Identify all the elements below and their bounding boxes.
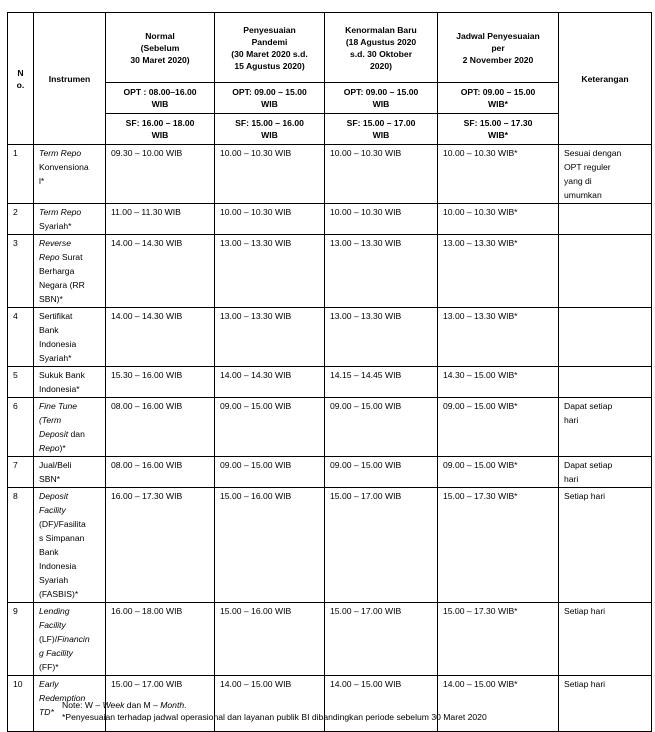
- row-instrumen: [34, 603, 106, 676]
- row-normal: 15.30 – 16.00 WIB: [106, 367, 215, 398]
- instrumen-segment: Jual/Beli SBN*: [39, 460, 72, 484]
- row-pandemi: 15.00 – 16.00 WIB: [215, 488, 325, 603]
- row-no: 2: [8, 204, 34, 235]
- row-kenormalan: 10.00 – 10.30 WIB: [325, 204, 438, 235]
- row-jadwal: 10.00 – 10.30 WIB*: [438, 204, 559, 235]
- row-kenormalan: 14.00 – 15.00 WIB: [325, 676, 438, 732]
- note-week: Week: [102, 700, 125, 710]
- row-jadwal: 10.00 – 10.30 WIB*: [438, 145, 559, 204]
- row-instrumen: [34, 308, 106, 367]
- opt-pandemi: OPT: 09.00 – 15.00 WIB: [215, 83, 325, 114]
- table-row: [8, 488, 652, 603]
- instrumen-segment: (LF)/: [39, 634, 58, 644]
- row-pandemi: 13.00 – 13.30 WIB: [215, 308, 325, 367]
- row-pandemi: 14.00 – 14.30 WIB: [215, 367, 325, 398]
- instrumen-segment: Syariah*: [39, 221, 72, 231]
- row-pandemi: 15.00 – 16.00 WIB: [215, 603, 325, 676]
- row-jadwal: 09.00 – 15.00 WIB*: [438, 457, 559, 488]
- row-keterangan: Dapat setiap hari: [559, 457, 652, 488]
- header-no: N o.: [8, 13, 34, 145]
- row-no: 9: [8, 603, 34, 676]
- row-jadwal: 15.00 – 17.30 WIB*: [438, 488, 559, 603]
- row-instrumen: [34, 457, 106, 488]
- row-no: 6: [8, 398, 34, 457]
- row-kenormalan: 10.00 – 10.30 WIB: [325, 145, 438, 204]
- row-kenormalan: 15.00 – 17.00 WIB: [325, 603, 438, 676]
- row-kenormalan: 14.15 – 14.45 WIB: [325, 367, 438, 398]
- instrumen-segment: Konvensiona l*: [39, 162, 89, 186]
- opt-jadwal: OPT: 09.00 – 15.00 WIB*: [438, 83, 559, 114]
- row-instrumen: [34, 367, 106, 398]
- row-pandemi: 09.00 – 15.00 WIB: [215, 398, 325, 457]
- instrumen-segment: Term Repo: [39, 148, 82, 158]
- instrumen-segment: Lending Facility: [39, 606, 70, 630]
- row-normal: 08.00 – 16.00 WIB: [106, 398, 215, 457]
- row-jadwal: 13.00 – 13.30 WIB*: [438, 235, 559, 308]
- instrumen-segment: Surat Berharga Negara (RR SBN)*: [39, 252, 85, 304]
- row-normal: 15.00 – 17.00 WIB: [106, 676, 215, 732]
- row-instrumen: [34, 235, 106, 308]
- instrumen-segment: Reverse Repo: [39, 238, 71, 262]
- row-keterangan: Setiap hari: [559, 676, 652, 732]
- row-kenormalan: 09.00 – 15.00 WIB: [325, 457, 438, 488]
- header-pandemi: Penyesuaian Pandemi (30 Maret 2020 s.d. 15 Agustus 2020): [215, 13, 325, 83]
- row-normal: 09.30 – 10.00 WIB: [106, 145, 215, 204]
- instrumen-segment: Deposit Facility: [39, 491, 69, 515]
- sf-kenormalan: SF: 15.00 – 17.00 WIB: [325, 114, 438, 145]
- sf-normal: SF: 16.00 – 18.00 WIB: [106, 114, 215, 145]
- note-prefix: Note: W –: [62, 700, 103, 710]
- instrumen-segment: Term Repo: [39, 207, 82, 217]
- row-kenormalan: 09.00 – 15.00 WIB: [325, 398, 438, 457]
- header-instrumen: Instrumen: [34, 13, 106, 145]
- row-instrumen: [34, 488, 106, 603]
- row-no: 7: [8, 457, 34, 488]
- row-pandemi: 09.00 – 15.00 WIB: [215, 457, 325, 488]
- row-no: 3: [8, 235, 34, 308]
- row-kenormalan: 13.00 – 13.30 WIB: [325, 235, 438, 308]
- note-line-1: [62, 699, 187, 711]
- row-jadwal: 15.00 – 17.30 WIB*: [438, 603, 559, 676]
- row-kenormalan: 15.00 – 17.00 WIB: [325, 488, 438, 603]
- table-row: [8, 308, 652, 367]
- table-row: [8, 145, 652, 204]
- row-keterangan-merged: Sesuai dengan OPT reguler yang di umumkan: [559, 145, 652, 204]
- row-keterangan: Dapat setiap hari: [559, 398, 652, 457]
- row-jadwal: 09.00 – 15.00 WIB*: [438, 398, 559, 457]
- row-normal: 16.00 – 18.00 WIB: [106, 603, 215, 676]
- schedule-table: [7, 12, 652, 732]
- row-no: 10: [8, 676, 34, 732]
- instrumen-segment: Sukuk Bank Indonesia*: [39, 370, 85, 394]
- row-jadwal: 13.00 – 13.30 WIB*: [438, 308, 559, 367]
- row-keterangan: Setiap hari: [559, 603, 652, 676]
- table-row: [8, 235, 652, 308]
- schedule-body: [8, 145, 652, 732]
- row-normal: 11.00 – 11.30 WIB: [106, 204, 215, 235]
- row-keterangan: [559, 235, 652, 308]
- note-end: .: [184, 700, 187, 710]
- row-instrumen: [34, 145, 106, 204]
- note-mid: dan M –: [124, 700, 161, 710]
- instrumen-segment: (FF)*: [39, 662, 59, 672]
- row-normal: 14.00 – 14.30 WIB: [106, 235, 215, 308]
- instrumen-segment: )*: [59, 443, 66, 453]
- table-row: [8, 457, 652, 488]
- row-pandemi: 10.00 – 10.30 WIB: [215, 204, 325, 235]
- instrumen-segment: Repo: [39, 443, 60, 453]
- row-pandemi: 14.00 – 15.00 WIB: [215, 676, 325, 732]
- instrumen-segment: Financin g Facility: [39, 634, 90, 658]
- row-keterangan: [559, 204, 652, 235]
- row-normal: 08.00 – 16.00 WIB: [106, 457, 215, 488]
- note-line-2: *Penyesuaian terhadap jadwal operasional dan layanan publik BI dibandingkan periode sebelum 30 Maret 2020: [62, 712, 487, 722]
- instrumen-segment: (DF)/Fasilita s Simpanan Bank Indonesia Syariah (FASBIS)*: [39, 519, 86, 599]
- row-kenormalan: 13.00 – 13.30 WIB: [325, 308, 438, 367]
- header-normal: Normal (Sebelum 30 Maret 2020): [106, 13, 215, 83]
- row-jadwal: 14.30 – 15.00 WIB*: [438, 367, 559, 398]
- row-no: 4: [8, 308, 34, 367]
- row-keterangan: Setiap hari: [559, 488, 652, 603]
- row-keterangan: [559, 367, 652, 398]
- row-pandemi: 13.00 – 13.30 WIB: [215, 235, 325, 308]
- sf-jadwal: SF: 15.00 – 17.30 WIB*: [438, 114, 559, 145]
- row-pandemi: 10.00 – 10.30 WIB: [215, 145, 325, 204]
- instrumen-segment: dan: [70, 429, 85, 439]
- row-no: 5: [8, 367, 34, 398]
- instrumen-segment: Sertifikat Bank Indonesia Syariah*: [39, 311, 77, 363]
- header-kenormalan: Kenormalan Baru (18 Agustus 2020 s.d. 30 Oktober 2020): [325, 13, 438, 83]
- instrumen-segment: Fine Tune (Term Deposit: [39, 401, 78, 439]
- row-instrumen: [34, 204, 106, 235]
- note-month: Month: [160, 700, 185, 710]
- table-row: [8, 367, 652, 398]
- header-keterangan: Keterangan: [559, 13, 652, 145]
- header-jadwal: Jadwal Penyesuaian per 2 November 2020: [438, 13, 559, 83]
- row-instrumen: [34, 398, 106, 457]
- row-jadwal: 14.00 – 15.00 WIB*: [438, 676, 559, 732]
- row-keterangan: [559, 308, 652, 367]
- opt-normal: OPT : 08.00–16.00 WIB: [106, 83, 215, 114]
- row-normal: 14.00 – 14.30 WIB: [106, 308, 215, 367]
- opt-kenormalan: OPT: 09.00 – 15.00 WIB: [325, 83, 438, 114]
- row-no: 8: [8, 488, 34, 603]
- row-no: 1: [8, 145, 34, 204]
- table-row: [8, 603, 652, 676]
- sf-pandemi: SF: 15.00 – 16.00 WIB: [215, 114, 325, 145]
- table-row: [8, 398, 652, 457]
- instrumen-segment: Early Redemption TD*: [39, 679, 86, 717]
- table-row: [8, 204, 652, 235]
- row-normal: 16.00 – 17.30 WIB: [106, 488, 215, 603]
